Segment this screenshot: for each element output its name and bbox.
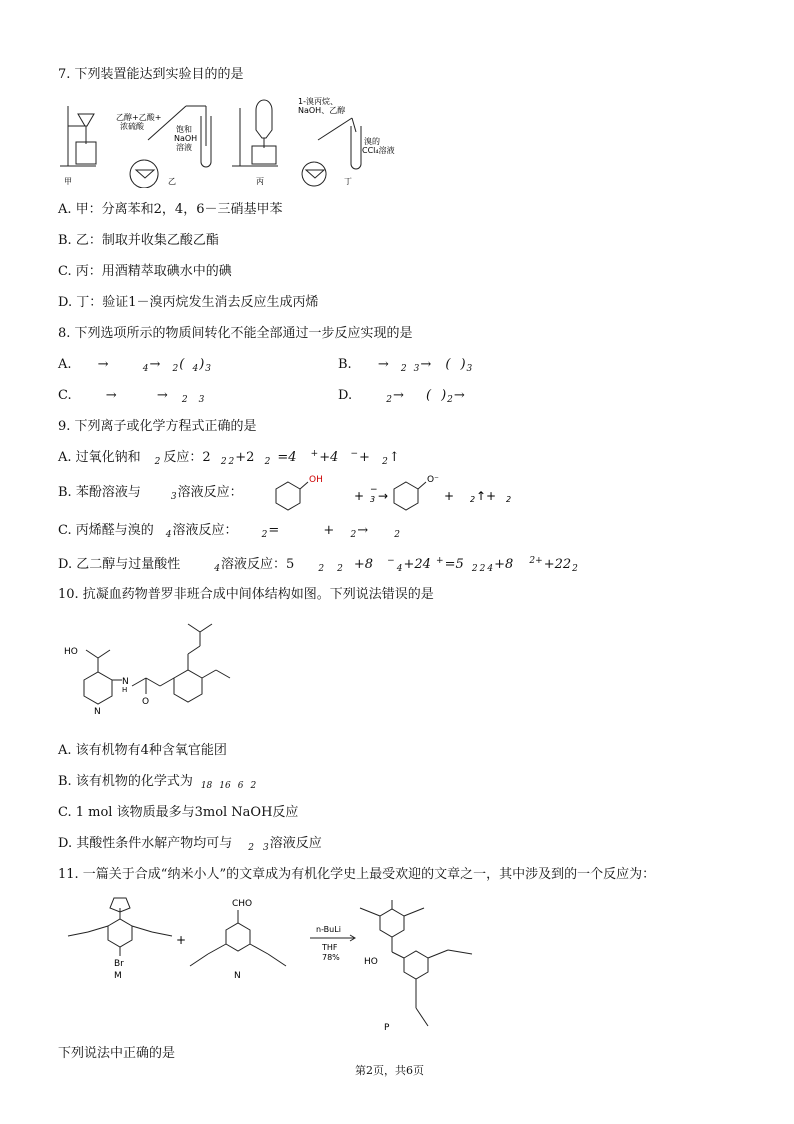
q9-b-plus2: + xyxy=(444,489,455,503)
q10-option-c: C. 1 mol 该物质最多与3mol NaOH反应 xyxy=(58,805,299,820)
q9-option-c: C. 丙烯醛与溴的 $_4$溶液反应： $_2$= + $_2$→ $_2$ xyxy=(58,523,400,540)
q9-b-equation-figure xyxy=(266,472,526,516)
q11-n-label: N xyxy=(234,971,241,981)
phenoxide-ring xyxy=(394,482,418,510)
q10-o-label: O xyxy=(142,697,150,707)
q9-b-s2: 3 xyxy=(370,495,376,504)
q11-stem: 11. 一篇关于合成“纳米小人”的文章成为有机化学史上最受欢迎的文章之一，其中涉及到的一个反应为： xyxy=(58,867,656,882)
q7-reagent-d2: NaOH、乙醇 xyxy=(298,106,346,115)
q11-p-label: P xyxy=(384,1023,390,1033)
q9-option-a: A. 过氧化钠和 $_2$ 反应：2 $_2$ $_2$+2 $_2$ =4 ++4 −+ $_2$↑ xyxy=(58,449,400,467)
q7-option-c: C. 丙：用酒精萃取碘水中的碘 xyxy=(58,264,232,279)
q11-ho-label: HO xyxy=(364,957,378,967)
q8-option-b: B. → $_2$ $_3$→ ( )$_3$ xyxy=(338,357,473,374)
q11-reagent: n-BuLi xyxy=(316,925,341,934)
q11-br-label: Br xyxy=(114,959,124,969)
q10-option-a: A. 该有机物有4种含氧官能团 xyxy=(58,743,227,758)
q9-b-s4: 2 xyxy=(506,495,512,504)
q7-option-a: A. 甲：分离苯和2，4，6－三硝基甲苯 xyxy=(58,202,283,217)
q9-stem: 9. 下列离子或化学方程式正确的是 xyxy=(58,419,257,434)
q7-label-bing: 丙 xyxy=(256,177,264,186)
q7-reagent-d: 1-溴丙烷、 xyxy=(298,97,338,106)
q7-label-soln: 溶液 xyxy=(176,143,192,152)
q9-b-plus1: + xyxy=(354,489,365,503)
q7-label-yi: 乙 xyxy=(168,177,176,186)
q9-option-d: D. 乙二醇与过量酸性 $_4$溶液反应：5 $_2$ $_2$ +8 −$_4$+24 +=5 $_2$ $_2$ $_4$+8 $^{2+}+22_2$ xyxy=(58,556,578,574)
q10-option-b: B. 该有机物的化学式为 $_{18}$ $_{16}$ $_6$ $_2$ xyxy=(58,774,257,791)
page-footer: 第2页，共6页 xyxy=(355,1064,424,1077)
q7-label-br: 溴的 xyxy=(364,137,380,146)
q7-reagent-b2: 浓硫酸 xyxy=(120,122,144,131)
phenol-ring xyxy=(276,482,300,510)
q11-solvent: THF xyxy=(322,943,338,952)
q9-option-b: B. 苯酚溶液与 $_3$溶液反应： xyxy=(58,485,243,502)
q7-reagent-b: 乙醇+乙酸+ xyxy=(116,113,162,122)
q9-b-t3: ↑+ xyxy=(476,489,497,503)
q11-m-label: M xyxy=(114,971,122,981)
q7-option-b: B. 乙：制取并收集乙酸乙酯 xyxy=(58,233,219,248)
q7-option-d: D. 丁：验证1－溴丙烷发生消去反应生成丙烯 xyxy=(58,295,319,310)
q8-stem: 8. 下列选项所示的物质间转化不能全部通过一步反应实现的是 xyxy=(58,326,413,341)
q7-label-ccl4: CCl₄溶液 xyxy=(362,146,395,155)
q10-amide-n-label: N xyxy=(122,677,129,687)
q10-amide-h-label: H xyxy=(122,686,128,694)
q11-plus: + xyxy=(176,933,187,947)
q7-label-naoh: NaOH xyxy=(174,134,198,143)
phenoxide-o-label: O⁻ xyxy=(427,475,439,485)
q7-label-sat: 饱和 xyxy=(176,125,192,134)
q10-stem: 10. 抗凝血药物普罗非班合成中间体结构如图。下列说法错误的是 xyxy=(58,587,434,602)
q11-tail: 下列说法中正确的是 xyxy=(58,1046,176,1061)
q8-option-d: D. $_2$→ ( )$_2\to$ xyxy=(338,388,465,405)
q8-option-c: C. → → $_2$ $_3$ xyxy=(58,388,205,405)
q10-option-d: D. 其酸性条件水解产物均可与 $_2$ $_3$溶液反应 xyxy=(58,836,322,853)
q9-b-sp1: − xyxy=(370,485,378,495)
q10-ho-label: HO xyxy=(64,647,78,657)
q7-apparatus-figure xyxy=(56,96,396,188)
q7-label-ding: 丁 xyxy=(344,177,352,186)
q11-reaction-scheme xyxy=(58,888,488,1038)
phenol-oh-label: OH xyxy=(309,475,323,485)
q11-cho-label: CHO xyxy=(232,899,253,909)
q10-ring-n-label: N xyxy=(94,707,101,717)
q8-option-a: A. → $_4$→ $_2$( $_4)_3$ xyxy=(58,357,211,374)
q9-b-arrow: → xyxy=(378,489,389,503)
q7-label-jia: 甲 xyxy=(64,177,72,186)
q9-b-s3: 2 xyxy=(470,495,476,504)
q7-stem: 7. 下列装置能达到实验目的的是 xyxy=(58,67,244,82)
q10-structure-figure xyxy=(58,610,248,730)
q11-yield: 78% xyxy=(322,953,340,962)
